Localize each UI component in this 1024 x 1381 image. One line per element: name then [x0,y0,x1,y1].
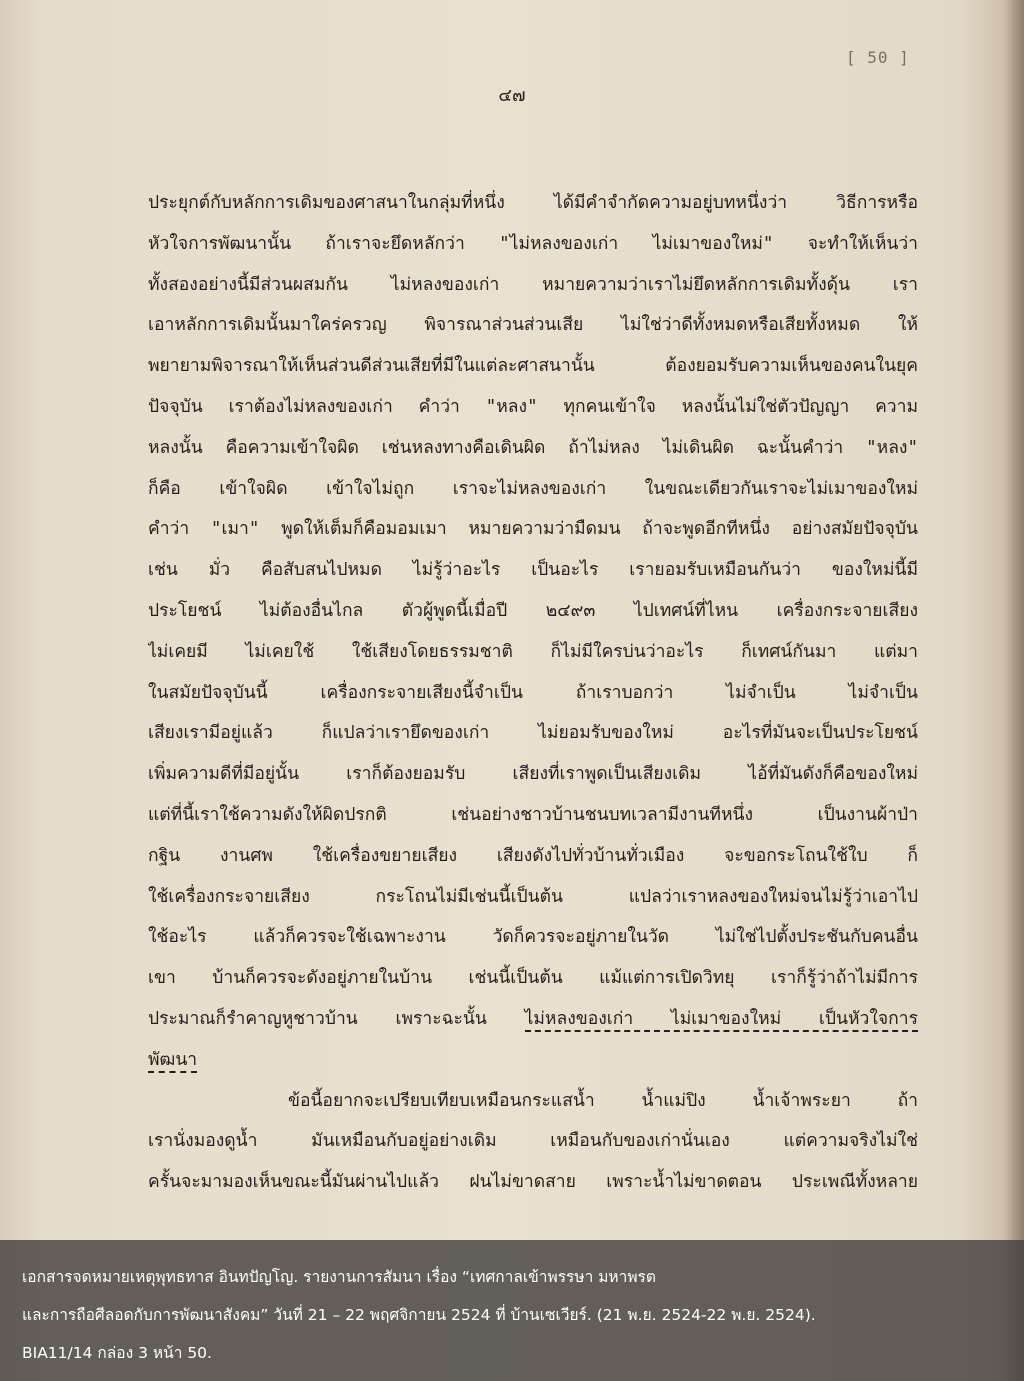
paragraph2-line: ข้อนี้อยากจะเปรียบเทียบเหมือนกระแสน้ำ น้ำแม่ปิง น้ำเจ้าพระยา ถ้า [288,1090,918,1111]
paragraph2-line: เรานั่งมองดูน้ำ มันเหมือนกับอยู่อย่างเดิม เหมือนกับของเก่านั่นเอง แต่ความจริงไม่ใช่ [148,1131,918,1152]
body-line: ใช้เครื่องกระจายเสียง กระโถนไม่มีเช่นนี้เป็นต้น แปลว่าเราหลงของใหม่จนไม่รู้ว่าเอาไป [148,886,918,907]
body-line: หลงนั้น คือความเข้าใจผิด เช่นหลงทางคือเดินผิด ถ้าไม่หลง ไม่เดินผิด ฉะนั้นคำว่า "หลง" [148,437,918,458]
body-line: ในสมัยปัจจุบันนี้ เครื่องกระจายเสียงนี้จำเป็น ถ้าเราบอกว่า ไม่จำเป็น ไม่จำเป็น [148,682,918,703]
body-line: หัวใจการพัฒนานั้น ถ้าเราจะยึดหลักว่า "ไม่หลงของเก่า ไม่เมาของใหม่" จะทำให้เห็นว่า [148,233,918,254]
body-line: ปัจจุบัน เราต้องไม่หลงของเก่า คำว่า "หลง" ทุกคนเข้าใจ หลงนั้นไม่ใช่ตัวปัญญา ความ [148,396,918,417]
page-number: ๔๗ [498,85,526,106]
page-edge-shadow [1006,0,1024,1381]
body-line-with-underline [148,999,918,1040]
body-line: พยายามพิจารณาให้เห็นส่วนดีส่วนเสียที่มีในแต่ละศาสนานั้น ต้องยอมรับความเห็นของคนในยุค [148,356,918,377]
body-line: ไม่เคยมี ไม่เคยใช้ ใช้เสียงโดยธรรมชาติ ก็ไม่มีใครบ่นว่าอะไร ก็เทศน์กันมา แต่มา [148,641,918,662]
document-body [148,183,918,1203]
body-line-text: ประมาณก็รำคาญหูชาวบ้าน เพราะฉะนั้น [148,1008,487,1029]
body-line: ประโยชน์ ไม่ต้องอื่นไกล ตัวผู้พูดนี้เมื่อปี ๒๔๙๓ ไปเทศน์ที่ไหน เครื่องกระจายเสียง [148,600,918,621]
body-line: ทั้งสองอย่างนี้มีส่วนผสมกัน ไม่หลงของเก่า หมายความว่าเราไม่ยึดหลักการเดิมทั้งดุ้น เรา [148,274,918,295]
body-line: ก็คือ เข้าใจผิด เข้าใจไม่ถูก เราจะไม่หลงของเก่า ในขณะเดียวกันเราจะไม่เมาของใหม่ [148,478,918,499]
paragraph2-line: ครั้นจะมามองเห็นขณะนี้มันผ่านไปแล้ว ฝนไม่ขาดสาย เพราะน้ำไม่ขาดตอน ประเพณีทั้งหลาย [148,1172,918,1193]
body-line: ประยุกต์กับหลักการเดิมของศาสนาในกลุ่มที่หนึ่ง ได้มีคำจำกัดความอยู่บทหนึ่งว่า วิธีการหรือ [148,193,918,213]
underlined-phrase-end: พัฒนา [148,1050,197,1073]
body-line: เสียงเรามีอยู่แล้ว ก็แปลว่าเรายึดของเก่า ไม่ยอมรับของใหม่ อะไรที่มันจะเป็นประโยชน์ [148,723,918,744]
archive-page-number: [ 50 ] [846,48,910,67]
caption-line-3: BIA11/14 กล่อง 3 หน้า 50. [22,1344,212,1362]
body-line [148,1040,918,1081]
body-line: เช่น มั่ว คือสับสนไปหมด ไม่รู้ว่าอะไร เป็นอะไร เรายอมรับเหมือนกันว่า ของใหม่นี้มี [148,560,918,581]
caption-line-2: และการถือศีลอดกับการพัฒนาสังคม” วันที่ 21 – 22 พฤศจิกายน 2524 ที่ บ้านเซเวียร์. (21 พ.ย. 2524-22 พ.ย. 2524). [22,1306,816,1324]
body-line: กฐิน งานศพ ใช้เครื่องขยายเสียง เสียงดังไปทั่วบ้านทั่วเมือง จะขอกระโถนใช้ใบ ก็ [148,845,918,866]
body-line: เพิ่มความดีที่มีอยู่นั้น เราก็ต้องยอมรับ เสียงที่เราพูดเป็นเสียงเดิม ไอ้ที่มันดังก็คือของใหม่ [148,764,918,785]
body-line: เอาหลักการเดิมนั้นมาใคร่ครวญ พิจารณาส่วนส่วนเสีย ไม่ใช่ว่าดีทั้งหมดหรือเสียทั้งหมด ให้ [148,315,918,336]
body-line: ใช้อะไร แล้วก็ควรจะใช้เฉพาะงาน วัดก็ควรจะอยู่ภายในวัด ไม่ใช่ไปตั้งประชันกับคนอื่น [148,927,918,948]
caption-line-1: เอกสารจดหมายเหตุพุทธทาส อินทปัญโญ. รายงานการสัมนา เรื่อง “เทศกาลเข้าพรรษา มหาพรต [22,1268,656,1286]
body-line: แต่ที่นี้เราใช้ความดังให้ผิดปรกติ เช่นอย่างชาวบ้านชนบทเวลามีงานทีหนึ่ง เป็นงานผ้าป่า [148,804,918,825]
body-line: คำว่า "เมา" พูดให้เต็มก็คือมอมเมา หมายความว่ามืดมน ถ้าจะพูดอีกทีหนึ่ง อย่างสมัยปัจจุบัน [148,519,918,540]
archive-caption [22,1258,1002,1372]
body-line: เขา บ้านก็ควรจะดังอยู่ภายในบ้าน เช่นนี้เป็นต้น แม้แต่การเปิดวิทยุ เราก็รู้ว่าถ้าไม่มีการ [148,968,918,989]
underlined-phrase: ไม่หลงของเก่า ไม่เมาของใหม่ เป็นหัวใจการ [525,1009,918,1032]
